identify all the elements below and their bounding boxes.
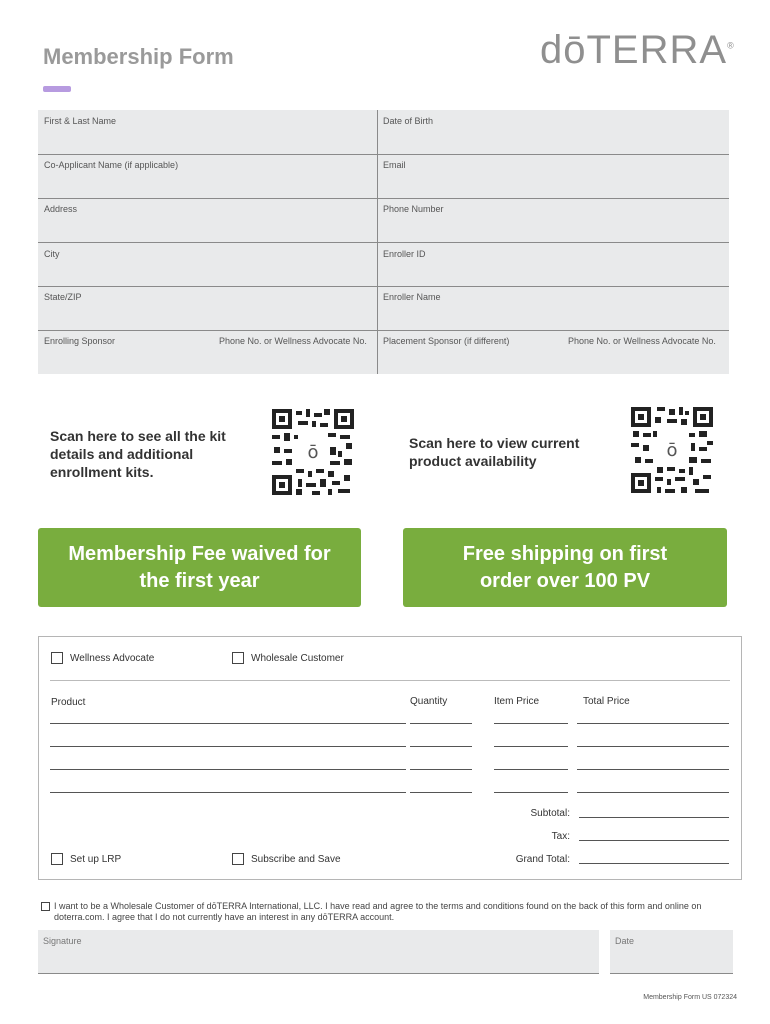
wellness-advocate-label: Wellness Advocate xyxy=(70,653,155,664)
col-quantity-header: Quantity xyxy=(410,696,448,707)
item-price-line[interactable] xyxy=(494,746,568,747)
grand-total-label: Grand Total: xyxy=(515,854,570,865)
signature-field[interactable] xyxy=(38,930,599,974)
email-label: Email xyxy=(383,160,406,170)
enrolling-sponsor-label: Enrolling Sponsor xyxy=(44,336,116,346)
total-price-line[interactable] xyxy=(577,792,729,793)
placement-sponsor-field[interactable] xyxy=(377,331,729,374)
enrolling-sponsor-field[interactable] xyxy=(38,331,377,374)
enroller-id-field[interactable] xyxy=(377,243,729,287)
enroller-name-field[interactable] xyxy=(377,287,729,331)
product-line[interactable] xyxy=(50,792,406,793)
col-product-header: Product xyxy=(51,697,86,708)
scan-kits-text: Scan here to see all the kit details and additional enrollment kits. xyxy=(50,428,226,480)
qr-code-icon[interactable] xyxy=(631,407,713,493)
fee-waived-banner xyxy=(38,528,361,607)
total-price-line[interactable] xyxy=(577,769,729,770)
subtotal-label: Subtotal: xyxy=(530,808,570,819)
subscribe-save-checkbox[interactable] xyxy=(232,853,244,865)
address-label: Address xyxy=(44,204,78,214)
address-field[interactable] xyxy=(38,199,377,243)
scan-availability-text: Scan here to view current product availability xyxy=(409,435,580,469)
tax-label: Tax: xyxy=(551,831,570,842)
city-label: City xyxy=(44,249,60,259)
co-applicant-field[interactable] xyxy=(38,155,377,199)
total-price-line[interactable] xyxy=(577,723,729,724)
divider xyxy=(50,680,730,681)
phone-number-label: Phone Number xyxy=(383,204,444,214)
free-shipping-banner xyxy=(403,528,727,607)
registered-mark: ® xyxy=(727,40,735,51)
item-price-line[interactable] xyxy=(494,792,568,793)
product-line[interactable] xyxy=(50,723,406,724)
city-field[interactable] xyxy=(38,243,377,287)
first-last-name-field[interactable] xyxy=(38,110,377,155)
logo-text: dōTERRA xyxy=(540,28,728,72)
free-shipping-text: Free shipping on first order over 100 PV xyxy=(462,542,668,592)
col-item-price-header: Item Price xyxy=(494,696,540,707)
phone-number-field[interactable] xyxy=(377,199,729,243)
quantity-line[interactable] xyxy=(410,723,472,724)
svg-text:ō: ō xyxy=(666,440,678,461)
wholesale-customer-checkbox[interactable] xyxy=(232,652,244,664)
enroller-id-label: Enroller ID xyxy=(383,249,426,259)
set-up-lrp-checkbox[interactable] xyxy=(51,853,63,865)
sponsor-phone-label: Phone No. or Wellness Advocate No. xyxy=(219,336,367,346)
placement-phone-label: Phone No. or Wellness Advocate No. xyxy=(568,336,716,346)
svg-text:ō: ō xyxy=(307,442,319,463)
agreement-text: I want to be a Wholesale Customer of dōTERRA International, LLC. I have read and agree to the terms and conditions found on the back of this form and online on doterra.com. I agree that I do not currently have an interest in any dōTERRA account. xyxy=(54,901,702,922)
set-up-lrp-label: Set up LRP xyxy=(70,854,122,865)
field-divider xyxy=(377,110,378,374)
wholesale-customer-label: Wholesale Customer xyxy=(251,653,344,664)
date-label: Date xyxy=(615,936,635,946)
form-code: Membership Form US 072324 xyxy=(643,994,737,1001)
co-applicant-label: Co-Applicant Name (if applicable) xyxy=(44,160,179,170)
wellness-advocate-checkbox[interactable] xyxy=(51,652,63,664)
quantity-line[interactable] xyxy=(410,769,472,770)
subscribe-save-label: Subscribe and Save xyxy=(251,854,341,865)
product-line[interactable] xyxy=(50,769,406,770)
fee-waived-text: Membership Fee waived for the first year xyxy=(68,542,331,592)
date-of-birth-label: Date of Birth xyxy=(383,116,434,126)
agreement-checkbox[interactable] xyxy=(41,902,50,911)
enroller-name-label: Enroller Name xyxy=(383,292,441,302)
state-zip-field[interactable] xyxy=(38,287,377,331)
email-field[interactable] xyxy=(377,155,729,199)
state-zip-label: State/ZIP xyxy=(44,292,82,302)
subtotal-line[interactable] xyxy=(579,817,729,818)
page-title: Membership Form xyxy=(43,44,234,69)
quantity-line[interactable] xyxy=(410,792,472,793)
item-price-line[interactable] xyxy=(494,769,568,770)
signature-label: Signature xyxy=(43,936,82,946)
title-accent-bar xyxy=(43,86,71,92)
placement-sponsor-label: Placement Sponsor (if different) xyxy=(383,336,510,346)
col-total-price-header: Total Price xyxy=(583,696,630,707)
total-price-line[interactable] xyxy=(577,746,729,747)
qr-code-icon[interactable] xyxy=(272,409,354,495)
first-last-name-label: First & Last Name xyxy=(44,116,117,126)
date-of-birth-field[interactable] xyxy=(377,110,729,155)
tax-line[interactable] xyxy=(579,840,729,841)
item-price-line[interactable] xyxy=(494,723,568,724)
grand-total-line[interactable] xyxy=(579,863,729,864)
quantity-line[interactable] xyxy=(410,746,472,747)
order-section xyxy=(38,636,742,880)
product-line[interactable] xyxy=(50,746,406,747)
doterra-logo xyxy=(540,28,735,73)
date-field[interactable] xyxy=(610,930,733,974)
